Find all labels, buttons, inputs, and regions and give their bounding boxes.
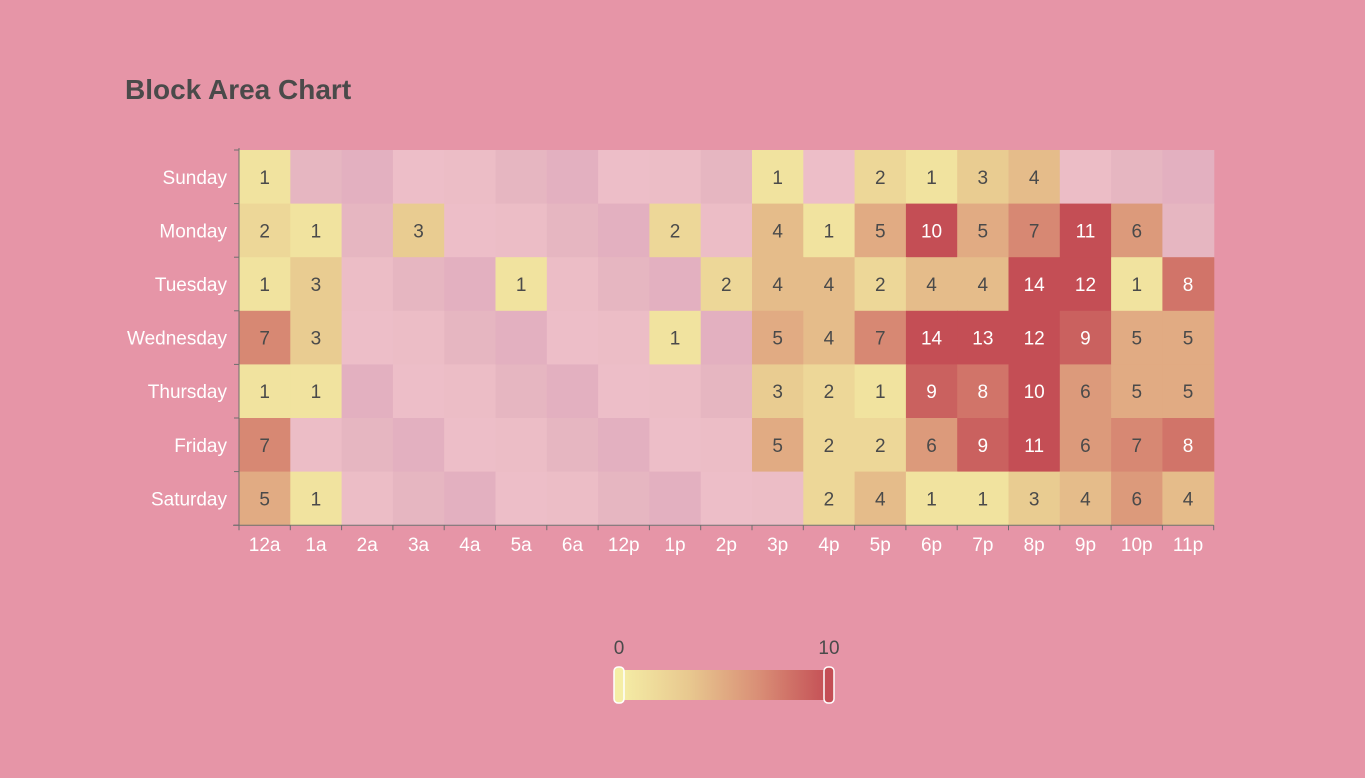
- heatmap-cell-empty[interactable]: [649, 364, 701, 418]
- cell-value-label: 2: [669, 221, 681, 243]
- heatmap-cell-empty[interactable]: [342, 257, 394, 311]
- cell-value-label: 5: [772, 435, 783, 457]
- cell-value-label: 12: [1023, 328, 1045, 350]
- x-tick-label: 10p: [1120, 535, 1153, 557]
- cell-value-label: 1: [926, 489, 937, 511]
- heatmap-cell-empty[interactable]: [342, 150, 394, 204]
- heatmap-cell-empty[interactable]: [803, 150, 855, 204]
- y-tick-label: Wednesday: [127, 328, 227, 350]
- heatmap-cell-empty[interactable]: [649, 150, 701, 204]
- visual-map-max-handle[interactable]: [824, 667, 834, 703]
- cell-value-label: 1: [772, 167, 783, 189]
- cell-value-label: 13: [972, 328, 994, 350]
- cell-value-label: 8: [1182, 275, 1194, 296]
- x-tick-label: 2p: [715, 535, 737, 557]
- cell-value-label: 3: [772, 382, 783, 404]
- heatmap-cell-empty[interactable]: [444, 257, 496, 311]
- heatmap-cell-empty[interactable]: [598, 150, 650, 204]
- heatmap-cell-empty[interactable]: [701, 364, 753, 418]
- x-tick-label: 9p: [1074, 535, 1097, 557]
- heatmap-cell-empty[interactable]: [342, 311, 394, 365]
- heatmap-cells: [239, 150, 1214, 526]
- cell-value-label: 1: [515, 275, 527, 296]
- heatmap-cell-empty[interactable]: [701, 150, 753, 204]
- cell-value-label: 5: [1131, 382, 1143, 404]
- heatmap-cell-empty[interactable]: [547, 204, 599, 258]
- cell-value-label: 6: [1080, 382, 1091, 404]
- cell-value-label: 1: [926, 167, 937, 189]
- cell-value-label: 4: [823, 328, 835, 350]
- x-tick-label: 12p: [607, 535, 640, 557]
- cell-value-label: 2: [823, 435, 835, 457]
- heatmap-cell-empty[interactable]: [342, 204, 394, 258]
- heatmap-cell-empty[interactable]: [547, 418, 599, 472]
- cell-value-label: 7: [1028, 221, 1040, 243]
- heatmap-cell-empty[interactable]: [547, 257, 599, 311]
- x-tick-label: 4a: [459, 535, 481, 557]
- heatmap-cell-empty[interactable]: [444, 418, 496, 472]
- cell-value-label: 3: [1028, 489, 1040, 511]
- heatmap-cell-empty[interactable]: [444, 311, 496, 365]
- heatmap-cell-empty[interactable]: [701, 472, 753, 526]
- x-tick-label: 2a: [356, 535, 378, 557]
- chart-title: Block Area Chart: [125, 74, 352, 105]
- cell-value-label: 7: [874, 328, 886, 350]
- cell-value-label: 14: [1023, 275, 1045, 296]
- heatmap-cell-empty[interactable]: [701, 204, 753, 258]
- cell-value-label: 1: [310, 221, 322, 243]
- visual-map-min-label: 0: [613, 638, 625, 659]
- cell-value-label: 4: [1028, 167, 1040, 189]
- cell-value-label: 6: [1131, 489, 1143, 511]
- cell-value-label: 2: [874, 275, 886, 296]
- heatmap-cell-empty[interactable]: [598, 257, 650, 311]
- x-tick-label: 3a: [407, 535, 430, 557]
- cell-value-label: 2: [874, 435, 886, 457]
- heatmap-cell-empty[interactable]: [393, 472, 445, 526]
- x-tick-label: 12a: [248, 535, 281, 557]
- cell-value-label: 3: [310, 328, 322, 350]
- cell-value-label: 3: [977, 167, 989, 189]
- cell-value-label: 12: [1074, 275, 1097, 296]
- x-tick-label: 8p: [1023, 535, 1045, 557]
- cell-value-label: 4: [772, 221, 783, 243]
- heatmap-cell-empty[interactable]: [598, 472, 650, 526]
- heatmap-cell-empty[interactable]: [1111, 150, 1163, 204]
- cell-value-label: 7: [259, 435, 270, 457]
- cell-value-label: 7: [259, 328, 270, 350]
- heatmap-cell-empty[interactable]: [547, 311, 599, 365]
- x-tick-label: 11p: [1172, 535, 1204, 557]
- heatmap-cell-empty[interactable]: [393, 364, 445, 418]
- heatmap-cell-empty[interactable]: [290, 418, 342, 472]
- heatmap-cell-empty[interactable]: [752, 472, 804, 526]
- visual-map-bar: [619, 670, 829, 700]
- cell-value-label: 9: [926, 382, 937, 404]
- cell-value-label: 1: [669, 328, 681, 350]
- cell-value-label: 5: [259, 489, 270, 511]
- heatmap-cell-empty[interactable]: [649, 257, 701, 311]
- x-tick-label: 6p: [920, 535, 943, 557]
- cell-value-label: 14: [920, 328, 943, 350]
- cell-value-label: 1: [874, 382, 886, 404]
- cell-value-label: 2: [259, 221, 270, 243]
- heatmap-cell-empty[interactable]: [1162, 150, 1214, 204]
- heatmap-cell-empty[interactable]: [444, 364, 496, 418]
- cell-value-label: 10: [1023, 382, 1045, 404]
- heatmap-cell-empty[interactable]: [444, 204, 496, 258]
- cell-value-label: 1: [310, 489, 322, 511]
- cell-value-label: 4: [823, 275, 835, 296]
- y-tick-label: Thursday: [147, 382, 227, 404]
- x-tick-label: 1p: [664, 535, 686, 557]
- cell-value-label: 5: [977, 221, 989, 243]
- heatmap-cell-empty[interactable]: [290, 150, 342, 204]
- cell-value-label: 5: [1182, 328, 1194, 350]
- heatmap-cell-empty[interactable]: [393, 257, 445, 311]
- heatmap-cell-empty[interactable]: [701, 418, 753, 472]
- x-tick-label: 5p: [869, 535, 891, 557]
- cell-value-label: 1: [310, 382, 322, 404]
- cell-value-label: 2: [721, 275, 732, 296]
- cell-value-label: 5: [1131, 328, 1143, 350]
- heatmap-cell-empty[interactable]: [649, 418, 701, 472]
- heatmap-cell-empty[interactable]: [496, 364, 548, 418]
- heatmap-cell-empty[interactable]: [547, 364, 599, 418]
- cell-value-label: 2: [823, 382, 835, 404]
- cell-value-label: 11: [1075, 221, 1096, 243]
- cell-value-label: 5: [1182, 382, 1194, 404]
- cell-value-label: 1: [977, 489, 989, 511]
- x-tick-label: 6a: [561, 535, 584, 557]
- heatmap-cell-empty[interactable]: [598, 311, 650, 365]
- cell-value-label: 2: [874, 167, 886, 189]
- heatmap-cell-empty[interactable]: [496, 311, 548, 365]
- heatmap-cell-empty[interactable]: [393, 150, 445, 204]
- heatmap-cell-empty[interactable]: [547, 150, 599, 204]
- heatmap-cell-empty[interactable]: [496, 418, 548, 472]
- cell-value-label: 4: [874, 489, 886, 511]
- cell-value-label: 1: [259, 275, 270, 296]
- heatmap-cell-empty[interactable]: [444, 150, 496, 204]
- cell-value-label: 7: [1131, 435, 1143, 457]
- heatmap-cell-empty[interactable]: [393, 418, 445, 472]
- cell-value-label: 6: [1080, 435, 1091, 457]
- heatmap-cell-empty[interactable]: [1162, 204, 1214, 258]
- heatmap-cell-empty[interactable]: [342, 418, 394, 472]
- y-tick-label: Sunday: [162, 167, 227, 189]
- cell-value-label: 11: [1024, 435, 1045, 457]
- cell-value-label: 4: [977, 275, 989, 296]
- cell-value-label: 6: [1131, 221, 1143, 243]
- cell-value-label: 10: [920, 221, 943, 243]
- heatmap-cell-empty[interactable]: [1060, 150, 1112, 204]
- cell-value-label: 4: [1182, 489, 1194, 511]
- cell-value-label: 4: [772, 275, 783, 296]
- cell-value-label: 3: [413, 221, 424, 243]
- cell-value-label: 4: [1080, 489, 1091, 511]
- heatmap-cell-empty[interactable]: [496, 472, 548, 526]
- cell-value-label: 5: [874, 221, 886, 243]
- visual-map-min-handle[interactable]: [614, 667, 624, 703]
- cell-value-label: 2: [823, 489, 835, 511]
- cell-value-label: 3: [310, 275, 322, 296]
- cell-value-label: 9: [1080, 328, 1091, 350]
- heatmap-cell-empty[interactable]: [342, 364, 394, 418]
- cell-value-label: 4: [926, 275, 937, 296]
- heatmap-cell-empty[interactable]: [547, 472, 599, 526]
- heatmap-cell-empty[interactable]: [598, 204, 650, 258]
- cell-value-label: 1: [259, 382, 270, 404]
- x-tick-label: 1a: [305, 535, 327, 557]
- y-tick-label: Friday: [174, 435, 227, 457]
- y-tick-label: Saturday: [150, 489, 227, 511]
- heatmap-cell-empty[interactable]: [496, 204, 548, 258]
- y-tick-label: Tuesday: [154, 275, 227, 296]
- heatmap-cell-empty[interactable]: [701, 311, 753, 365]
- cell-value-label: 9: [977, 435, 989, 457]
- heatmap-cell-empty[interactable]: [393, 311, 445, 365]
- cell-value-label: 1: [259, 167, 270, 189]
- heatmap-cell-empty[interactable]: [649, 472, 701, 526]
- heatmap-cell-empty[interactable]: [342, 472, 394, 526]
- visual-map-legend: [614, 638, 840, 703]
- heatmap-cell-empty[interactable]: [496, 150, 548, 204]
- cell-value-label: 5: [772, 328, 783, 350]
- heatmap-cell-empty[interactable]: [444, 472, 496, 526]
- x-tick-label: 7p: [972, 535, 994, 557]
- visual-map-max-label: 10: [818, 638, 840, 659]
- heatmap-cell-empty[interactable]: [598, 418, 650, 472]
- heatmap-cell-empty[interactable]: [598, 364, 650, 418]
- cell-value-label: 1: [1131, 275, 1143, 296]
- cell-value-label: 8: [1182, 435, 1194, 457]
- x-tick-label: 4p: [818, 535, 840, 557]
- cell-value-label: 6: [926, 435, 937, 457]
- x-tick-label: 5a: [510, 535, 532, 557]
- x-tick-label: 3p: [767, 535, 789, 557]
- cell-value-label: 8: [977, 382, 989, 404]
- cell-value-label: 1: [823, 221, 835, 243]
- y-tick-label: Monday: [159, 221, 227, 243]
